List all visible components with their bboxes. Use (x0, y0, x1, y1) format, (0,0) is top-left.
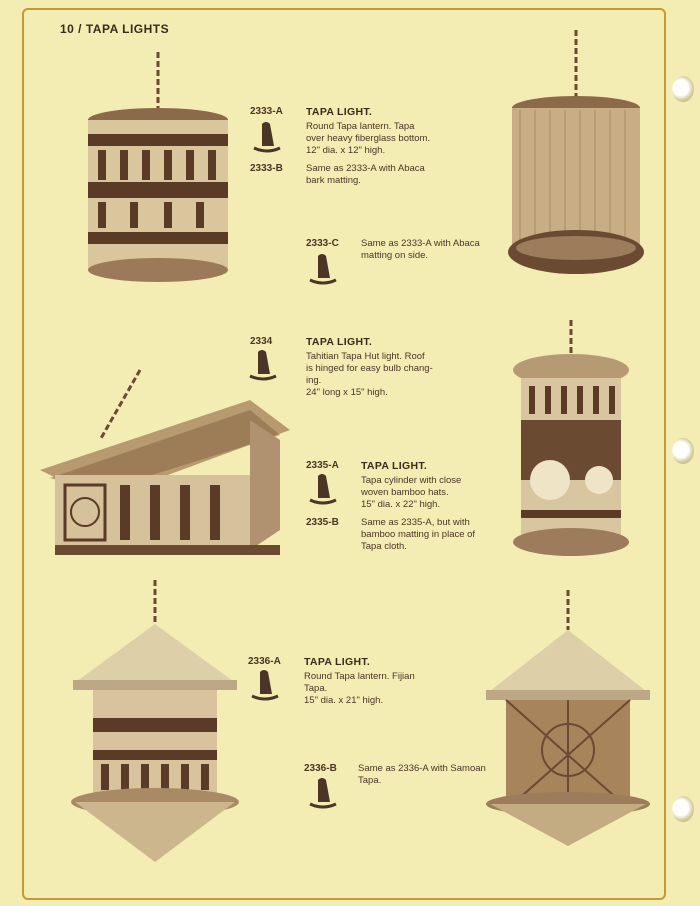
item-description: Same as 2336-A with Samoan Tapa. (358, 763, 486, 786)
item-code: 2336-A (248, 656, 281, 667)
lamp-2335-image (505, 320, 640, 560)
item-description: Tapa cylinder with close woven bamboo hats. 15" dia. x 22" high. (361, 475, 462, 510)
binder-hole (672, 796, 694, 822)
item-heading: TAPA LIGHT. (306, 336, 373, 348)
item-code: 2336-B (304, 763, 337, 774)
lamp-2333a-image (80, 52, 240, 292)
lamp-2333c-image (500, 30, 650, 280)
item-code: 2335-A (306, 460, 339, 471)
binder-hole (672, 438, 694, 464)
item-description: Same as 2333-A with Abaca matting on side. (361, 238, 480, 261)
binder-hole (672, 76, 694, 102)
lamp-2336b-image (480, 590, 660, 850)
fixture-hook-icon (308, 470, 338, 506)
page-title: 10 / TAPA LIGHTS (60, 22, 170, 36)
item-description: Same as 2333-A with Abaca bark matting. (306, 163, 425, 186)
item-description: Tahitian Tapa Hut light. Roof is hinged for easy bulb chang- ing. 24" long x 15" high. (306, 351, 433, 398)
item-code: 2333-A (250, 106, 283, 117)
fixture-hook-icon (308, 774, 338, 810)
fixture-hook-icon (250, 666, 280, 702)
fixture-hook-icon (252, 118, 282, 154)
fixture-hook-icon (308, 250, 338, 286)
item-code: 2333-C (306, 238, 339, 249)
fixture-hook-icon (248, 346, 278, 382)
item-description: Same as 2335-A, but with bamboo matting in place of Tapa cloth. (361, 517, 476, 552)
item-heading: TAPA LIGHT. (306, 106, 373, 118)
item-description: Round Tapa lantern. Fijian Tapa. 15" dia. x 21" high. (304, 671, 415, 706)
item-code: 2335-B (306, 517, 339, 528)
item-code: 2333-B (250, 163, 283, 174)
lamp-2336a-image (65, 580, 245, 865)
item-heading: TAPA LIGHT. (361, 460, 428, 472)
item-heading: TAPA LIGHT. (304, 656, 371, 668)
item-code: 2334 (250, 336, 273, 347)
lamp-2334-image (30, 360, 300, 560)
item-description: Round Tapa lantern. Tapa over heavy fiberglass bottom. 12" dia. x 12" high. (306, 121, 431, 156)
